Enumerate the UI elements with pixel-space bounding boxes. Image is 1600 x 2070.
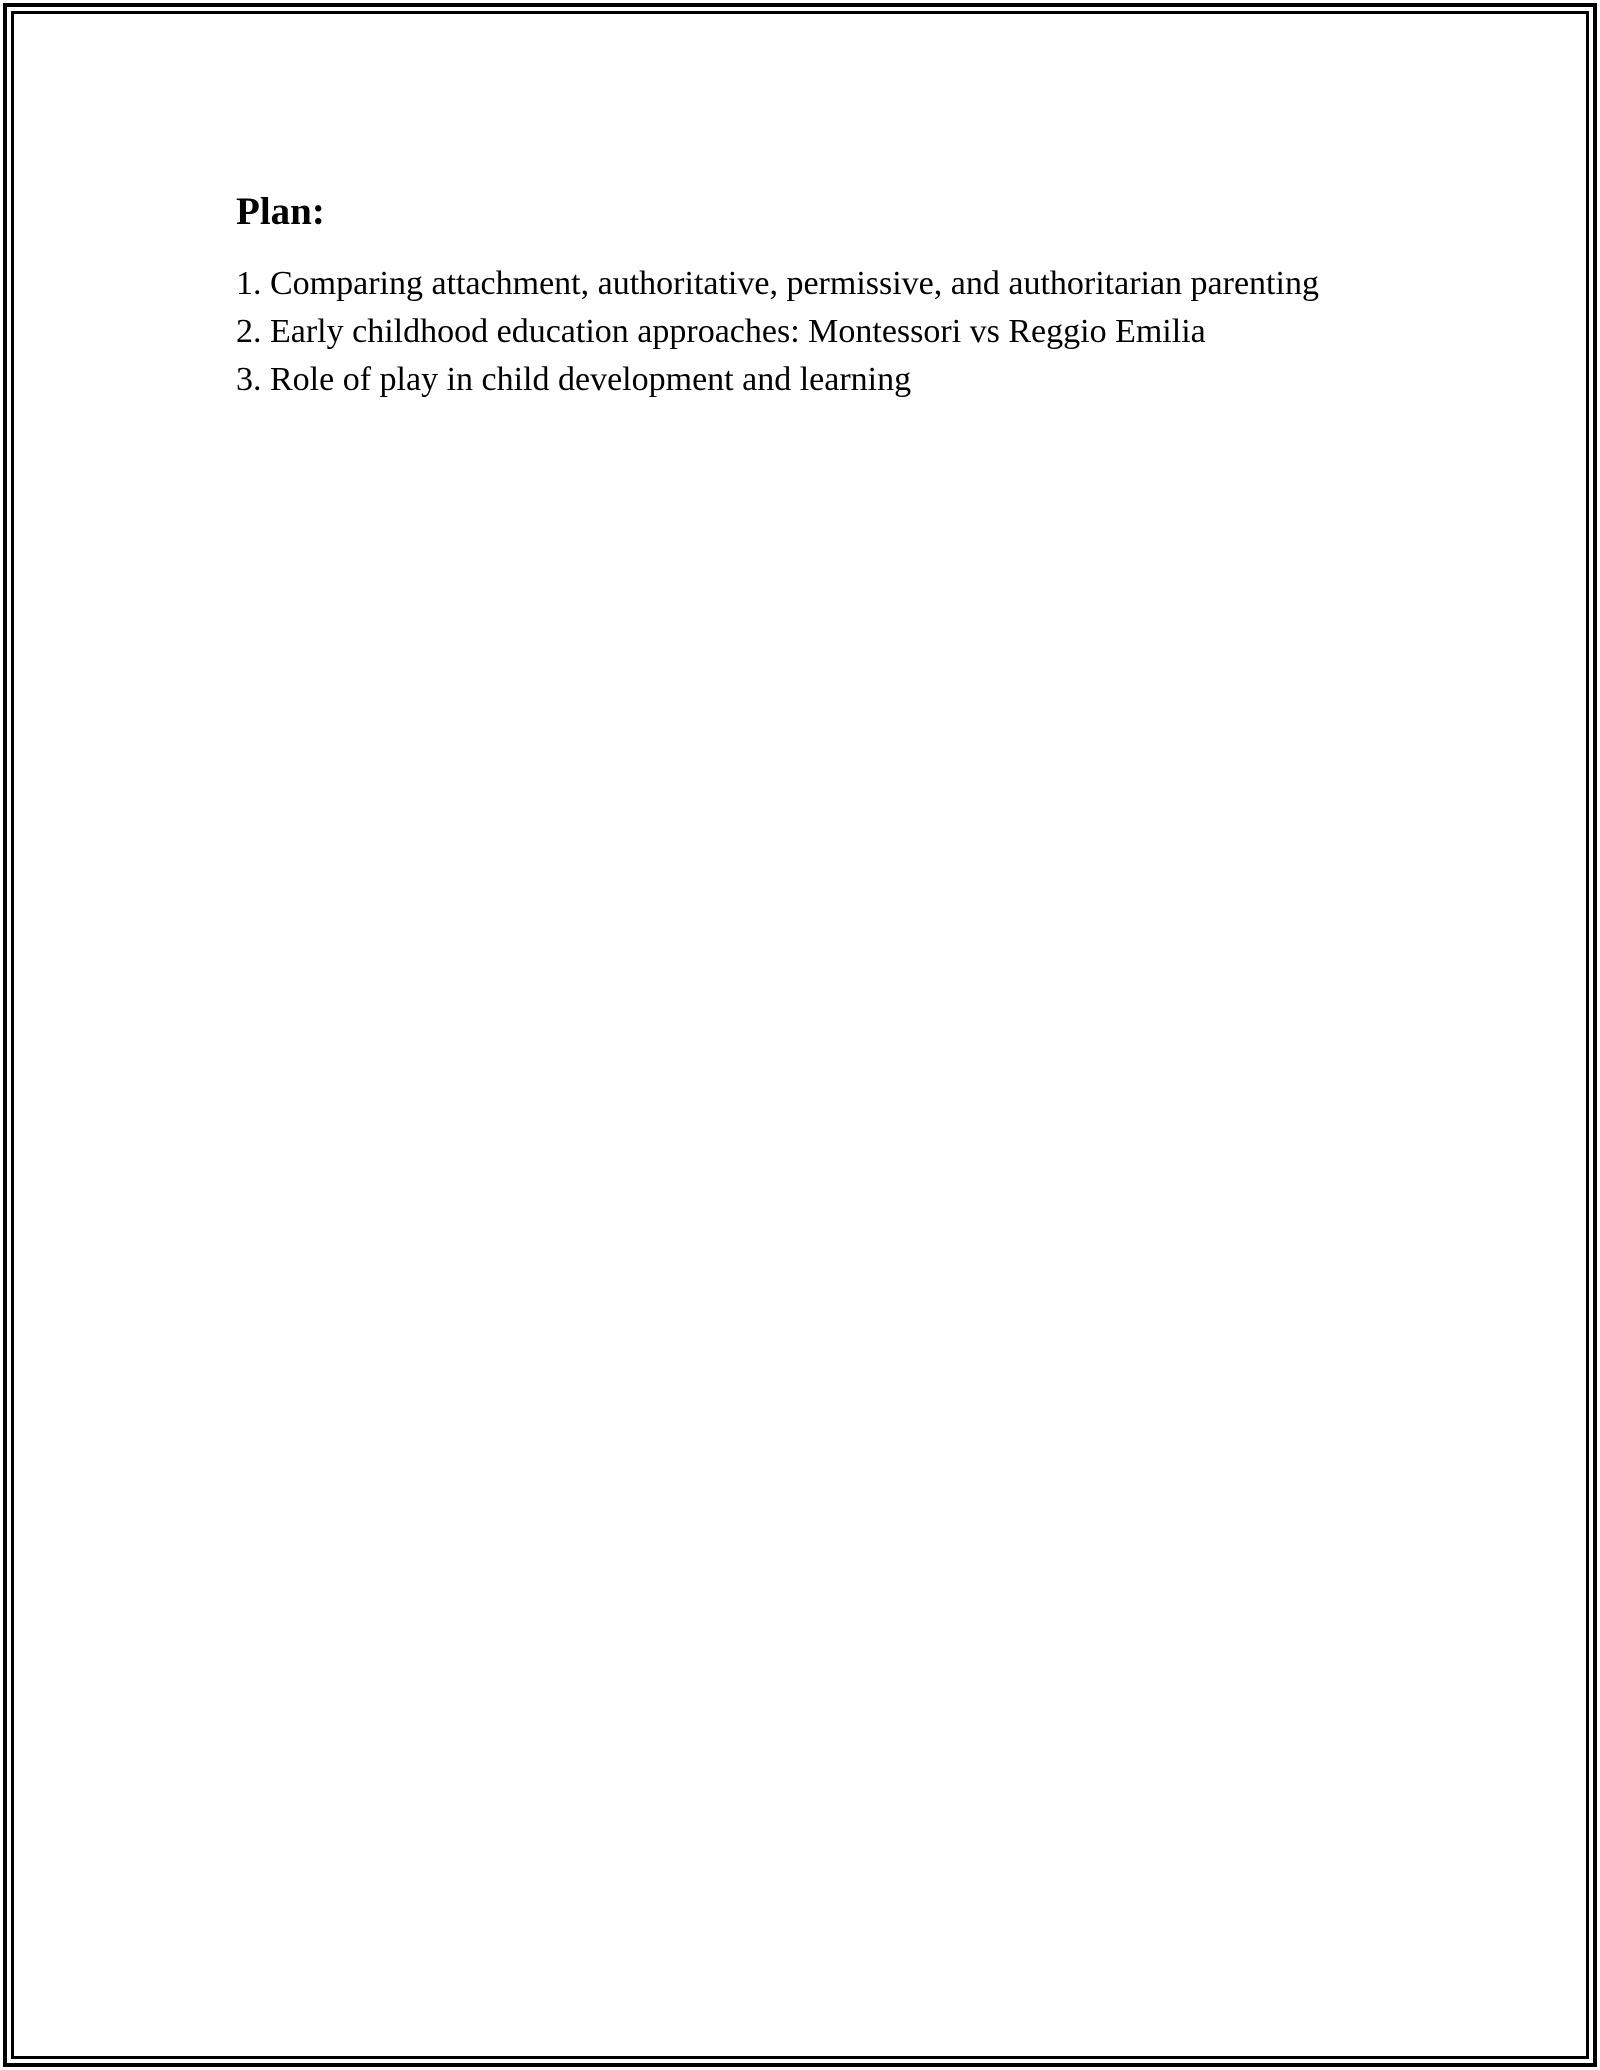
plan-title: Plan: [236,190,325,233]
plan-item-2: 2. Early childhood education approaches: Montessori vs Reggio Emilia [236,313,1206,350]
document-body [236,186,1336,404]
plan-list [236,260,1336,404]
plan-item-3: 3. Role of play in child development and learning [236,361,912,398]
plan-item-1: 1. Comparing attachment, authoritative, permissive, and authoritarian parenting [236,265,1319,302]
